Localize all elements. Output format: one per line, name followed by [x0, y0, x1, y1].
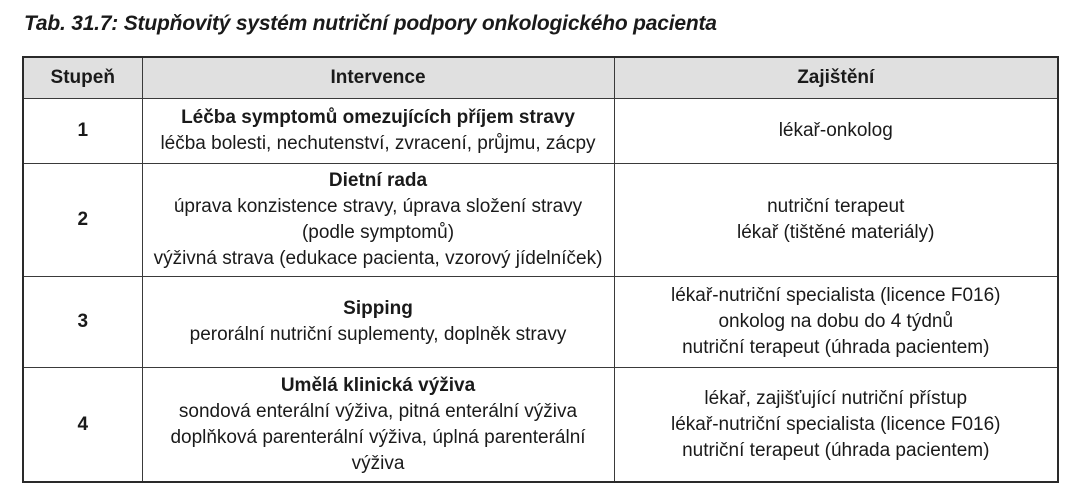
column-header-stupen: Stupeň [23, 57, 142, 99]
cell-intervence [142, 164, 614, 277]
table-row [23, 99, 1058, 164]
column-header-zajisteni: Zajištění [614, 57, 1058, 99]
intervention-details: perorální nutriční suplementy, doplněk stravy [189, 324, 567, 345]
nutrition-support-table [22, 56, 1059, 483]
header-row [23, 57, 1058, 99]
intervention-heading: Sipping [343, 298, 413, 319]
cell-zajisteni: nutriční terapeut lékař (tištěné materiály) [614, 164, 1058, 277]
table-caption: Tab. 31.7: Stupňovitý systém nutriční podpory onkologického pacienta [24, 12, 717, 35]
cell-stupen: 1 [23, 99, 142, 164]
cell-stupen: 4 [23, 368, 142, 483]
cell-zajisteni: lékař-nutriční specialista (licence F016) onkolog na dobu do 4 týdnů nutriční terapeut (úhrada pacientem) [614, 277, 1058, 368]
intervention-details: léčba bolesti, nechutenství, zvracení, průjmu, zácpy [160, 133, 596, 154]
table-row [23, 277, 1058, 368]
cell-intervence [142, 99, 614, 164]
intervention-details: úprava konzistence stravy, úprava složení stravy (podle symptomů) výživná strava (edukace pacienta, vzorový jídelníček) [153, 196, 603, 269]
cell-stupen: 2 [23, 164, 142, 277]
column-header-intervence: Intervence [142, 57, 614, 99]
cell-stupen: 3 [23, 277, 142, 368]
cell-zajisteni: lékař, zajišťující nutriční přístup lékař-nutriční specialista (licence F016) nutriční terapeut (úhrada pacientem) [614, 368, 1058, 483]
cell-zajisteni: lékař-onkolog [614, 99, 1058, 164]
intervention-heading: Léčba symptomů omezujících příjem stravy [181, 107, 575, 128]
table-row [23, 164, 1058, 277]
cell-intervence [142, 277, 614, 368]
intervention-heading: Umělá klinická výživa [280, 374, 476, 396]
cell-intervence [142, 368, 614, 483]
intervention-details: sondová enterální výživa, pitná enterální výživa doplňková parenterální výživa, úplná parenterální výživa [170, 400, 586, 474]
table-row [23, 368, 1058, 483]
intervention-heading: Dietní rada [328, 170, 428, 191]
